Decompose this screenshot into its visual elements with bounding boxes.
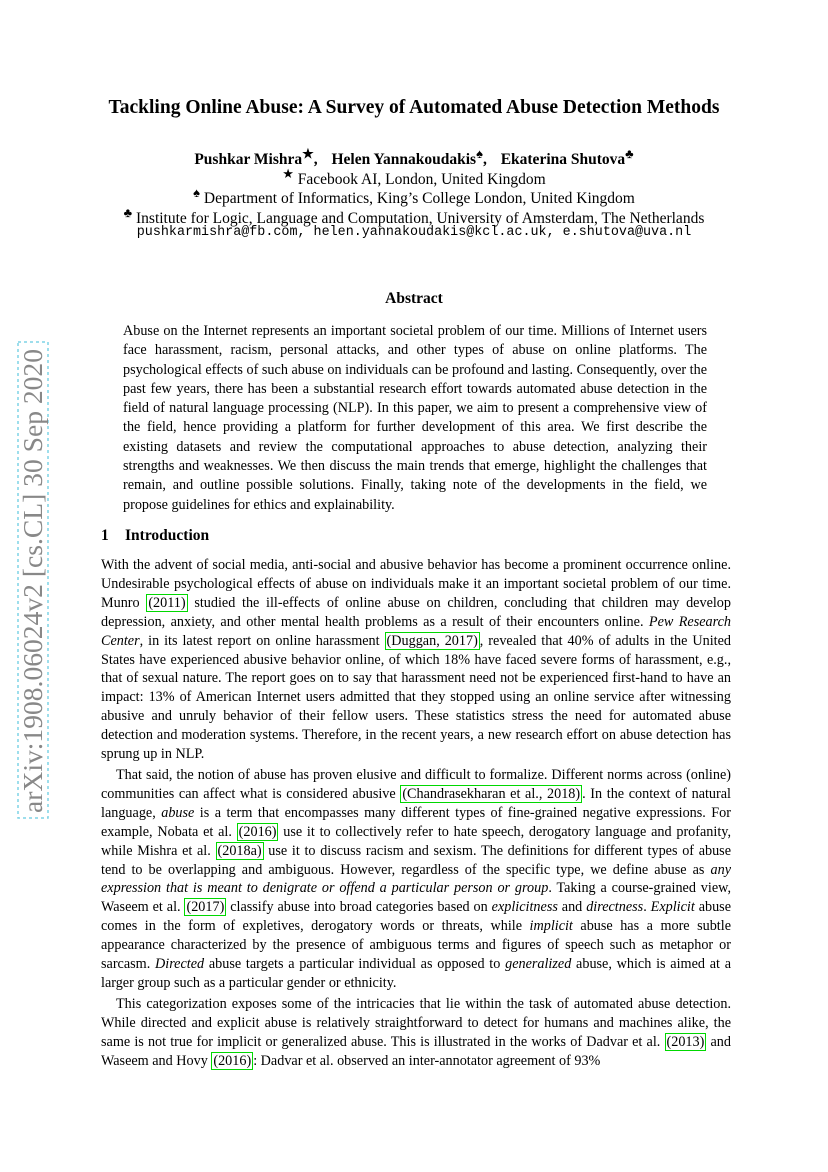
body-paragraph (101, 766, 731, 993)
affiliation-text: Institute for Logic, Language and Computation, University of Amsterdam, The Netherlands (136, 210, 705, 228)
citation-link[interactable]: (2011) (148, 594, 186, 611)
body-text: , revealed that 40% of adults in the United States have experienced abusive behavior online, of which 18% have faced severe forms of harassment, e.g., that of sexual nature. The report goes on to say that harassment need not be experienced first-hand to have an impact: 13% of American Internet users admitted that they stopped using an online service after witnessing abusive and unruly behavior of their fellow users. These statistics stress the need for automated abuse detection and moderation systems. Therefore, in the recent years, a new research effort on abuse detection has sprung up in NLP. (101, 632, 731, 763)
emphasis-text: generalized (505, 956, 572, 973)
abstract-heading: Abstract (385, 290, 443, 307)
body-paragraph (101, 556, 731, 764)
citation-link[interactable]: (2018a) (217, 842, 262, 859)
citation-link[interactable]: (Duggan, 2017) (386, 632, 478, 649)
author-list: Pushkar Mishra★, Helen Yannakoudakis♠, Ekaterina Shutova♣ (194, 146, 634, 169)
citation-link[interactable]: (2017) (186, 899, 225, 916)
emphasis-text: directness (586, 899, 644, 916)
affiliation-text: Department of Informatics, King’s College London, United Kingdom (203, 190, 635, 208)
emphasis-text: explicitness (491, 899, 558, 916)
emphasis-text: implicit (529, 918, 573, 935)
emphasis-text: Pew Research Center (101, 613, 731, 649)
affiliation-text: Facebook AI, London, United Kingdom (297, 171, 546, 189)
body-text: studied the ill-effects of online abuse on children, concluding that children may develop depression, anxiety, and other mental health problems as a result of their encounters online. (101, 594, 731, 630)
body-text: abuse comes in the form of expletives, derogatory words or threats, while (101, 899, 732, 935)
paper-title: Tackling Online Abuse: A Survey of Automated Abuse Detection Methods (108, 97, 720, 118)
section-number: 1 (101, 527, 109, 544)
author-emails: pushkarmishra@fb.com, helen.yannakoudakis@kcl.ac.uk, e.shutova@uva.nl (136, 225, 692, 240)
body-text: and Waseem and Hovy (101, 1033, 731, 1069)
section-title: Introduction (125, 527, 210, 544)
author-name: Pushkar Mishra (194, 151, 303, 169)
affiliation-mark: ♠ (193, 185, 201, 200)
affiliation-mark: ★ (282, 166, 294, 181)
affiliation-mark: ♣ (123, 205, 133, 220)
emphasis-text: any expression that is meant to denigrate or offend a particular person or group (101, 861, 731, 897)
author-mark: ★ (302, 146, 314, 161)
body-text: use it to discuss racism and sexism. The definitions for different types of abuse tend to be overlapping and ambiguous. However, regardless of the specific type, we define abuse as (101, 842, 731, 878)
body-paragraph (101, 995, 731, 1071)
body-text: With the advent of social media, anti-social and abusive behavior has become a prominent occurrence online. Undesirable psychological effects of abuse on individuals make it an important societal problem of our time. Munro (101, 557, 731, 611)
body-text: is a term that encompasses many different types of fine-grained negative expressions. For example, Nobata et al. (101, 804, 731, 840)
emphasis-text: Directed (155, 956, 205, 973)
body-text: . Taking a course-grained view, Waseem et al. (101, 880, 731, 916)
arxiv-stamp (0, 340, 58, 820)
citation-link[interactable]: (Chandrasekharan et al., 2018) (402, 785, 581, 802)
body-text: use it to collectively refer to hate speech, derogatory language and profanity, while Mishra et al. (101, 823, 731, 859)
introduction-body (101, 556, 731, 1070)
citation-link[interactable]: (2016) (213, 1052, 252, 1069)
body-text: This categorization exposes some of the intricacies that lie within the task of automated abuse detection. While directed and explicit abuse is relatively straightforward to detect for humans and machines alike, the same is not true for implicit or generalized abuse. This is illustrated in the works of Dadvar et al. (101, 995, 731, 1050)
section-heading (101, 526, 209, 546)
body-text: abuse, which is aimed at a larger group such as a particular gender or ethnicity. (101, 956, 732, 991)
body-text: abuse targets a particular individual as opposed to (204, 956, 506, 973)
citation-link[interactable]: (2016) (238, 823, 277, 840)
body-text: . In the context of natural language, (101, 785, 731, 821)
abstract-text: Abuse on the Internet represents an important societal problem of our time. Millions of Internet users face harassment, racism, personal attacks, and other types of abuse on online platforms. The psychological effects of such abuse on individuals can be profound and lasting. Consequently, over the past few years, there has been a substantial research effort towards automated abuse detection in the field of natural language processing (NLP). In this paper, we aim to present a comprehensive view of the field, hence providing a platform for further development of this area. We first describe the existing datasets and review the computational approaches to abuse detection, analyzing their strengths and weaknesses. We then discuss the main trends that emerge, highlight the challenges that remain, and outline possible solutions. Finally, taking note of the developments in the field, we propose guidelines for ethics and explainability. (123, 323, 707, 513)
author-name: Helen Yannakoudakis (331, 151, 477, 169)
body-text: classify abuse into broad categories based on (226, 899, 492, 916)
emphasis-text: Explicit (650, 899, 695, 916)
body-text: : Dadvar et al. observed an inter-annotator agreement of 93% (253, 1052, 601, 1069)
body-text: , in its latest report on online harassment (139, 632, 385, 649)
body-text: That said, the notion of abuse has proven elusive and difficult to formalize. Different norms across (online) communities can affect what is considered abusive (101, 766, 731, 802)
body-text: and (557, 899, 587, 916)
author-mark: ♠ (476, 146, 483, 161)
emphasis-text: abuse (161, 804, 195, 821)
body-text: abuse has a more subtle appearance characterized by the presence of ambiguous terms and figures of speech such as metaphor or sarcasm. (101, 918, 731, 973)
body-text: . (643, 899, 651, 916)
citation-link[interactable]: (2013) (666, 1033, 705, 1050)
author-mark: ♣ (625, 146, 634, 161)
arxiv-id: arXiv:1908.06024v2 [cs.CL] 30 Sep 2020 (18, 358, 48, 813)
author-name: Ekaterina Shutova (500, 151, 626, 169)
